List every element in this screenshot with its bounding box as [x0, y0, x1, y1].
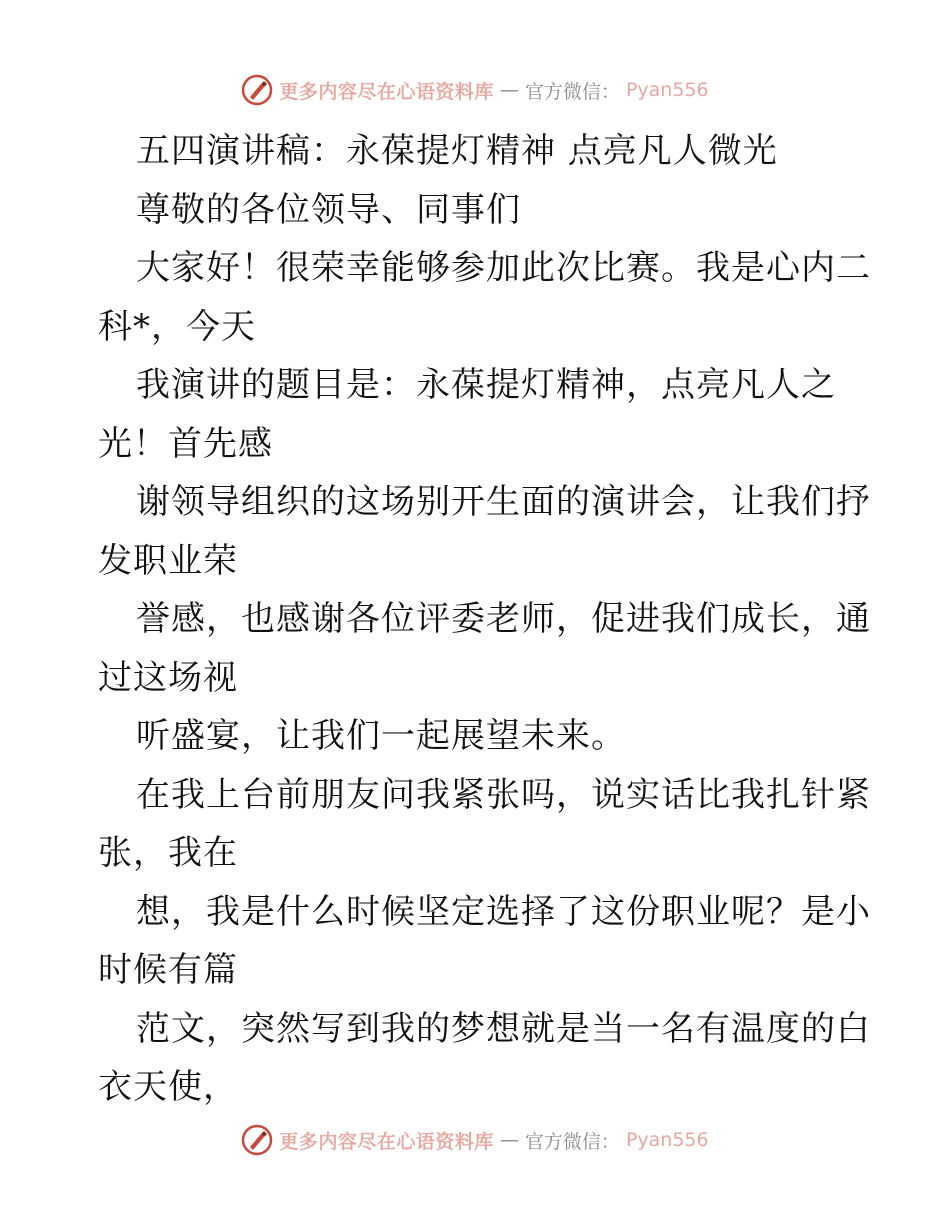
text-line: 在我上台前朋友问我紧张吗，说实话比我扎针紧: [136, 774, 871, 815]
watermark-separator: —: [499, 1129, 519, 1151]
footer-watermark: [0, 1120, 950, 1160]
header-watermark: [0, 70, 950, 110]
watermark-wechat-id: Pyan556: [625, 1129, 709, 1151]
text-line: 尊敬的各位领导、同事们: [136, 189, 521, 230]
text-line: 范文，突然写到我的梦想就是当一名有温度的白: [136, 1008, 871, 1049]
document-title: 五四演讲稿：永葆提灯精神 点亮凡人微光: [136, 131, 778, 171]
watermark-brand: 更多内容尽在心语资料库: [279, 80, 494, 103]
text-line: 谢领导组织的这场别开生面的演讲会，让我们抒: [136, 482, 871, 522]
text-line: 时候有篇: [98, 950, 238, 990]
text-line: 我演讲的题目是：永葆提灯精神，点亮凡人之: [136, 365, 836, 405]
watermark-wechat-label: 官方微信：: [524, 1130, 620, 1153]
watermark-wechat-id: Pyan556: [625, 79, 709, 101]
text-line: 听盛宴，让我们一起展望未来。: [136, 716, 626, 756]
watermark-brand: 更多内容尽在心语资料库: [279, 1130, 494, 1153]
text-line: 光！首先感: [98, 423, 273, 464]
text-line: 大家好！很荣幸能够参加此次比赛。我是心内二: [136, 248, 871, 288]
text-line: 誉感，也感谢各位评委老师，促进我们成长，通: [136, 599, 871, 639]
text-line: 科*，今天: [98, 306, 256, 347]
text-line: 想，我是什么时候坚定选择了这份职业呢？是小: [136, 891, 871, 932]
text-line: 发职业荣: [98, 540, 238, 581]
watermark-separator: —: [499, 79, 519, 101]
watermark-wechat-label: 官方微信：: [524, 80, 620, 103]
document-body: [98, 122, 871, 1117]
text-line: 衣天使，: [98, 1067, 238, 1107]
text-line: 张，我在: [98, 833, 238, 873]
text-line: 过这场视: [98, 657, 238, 698]
pen-circle-logo-icon: [241, 74, 273, 106]
pen-circle-logo-icon: [241, 1124, 273, 1156]
